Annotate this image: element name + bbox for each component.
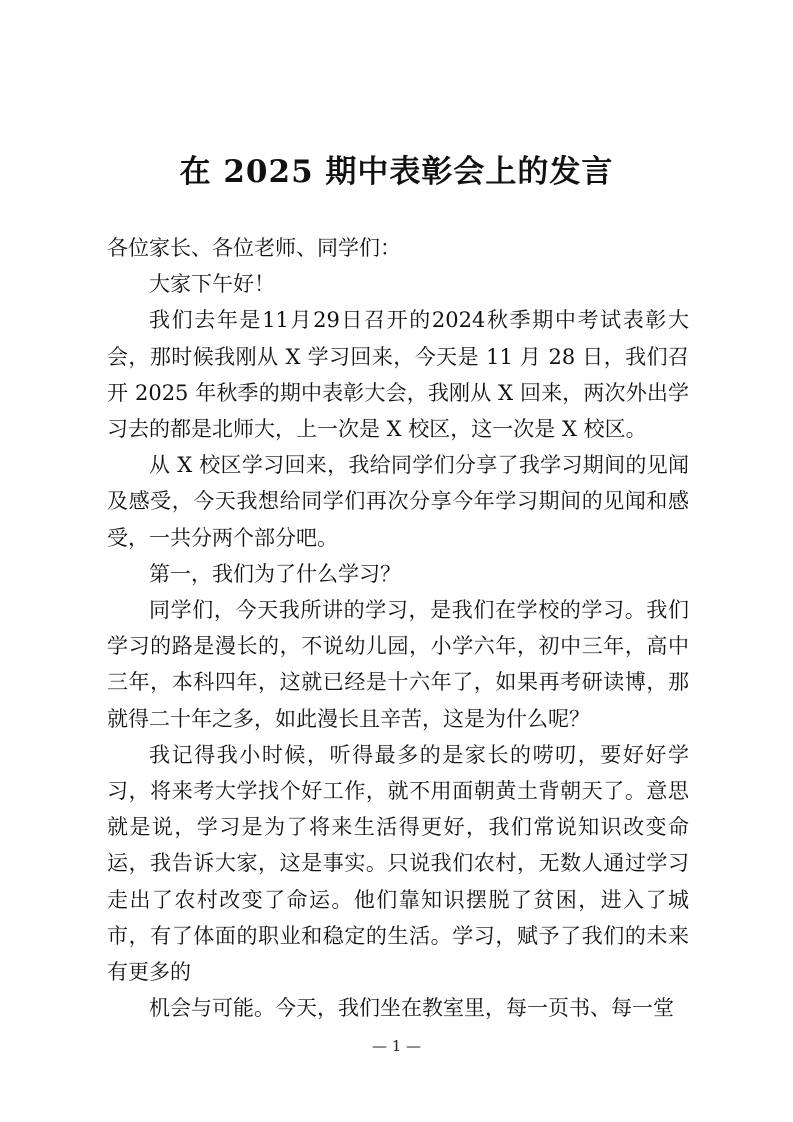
paragraph-greeting: 大家下午好！ <box>149 272 275 297</box>
paragraph-share: 从 X 校区学习回来，我给同学们分享了我学习期间的见闻及感受，今天我想给同学们再次分享今年学习期间的见闻和感受，一共分两个部分吧。 <box>107 453 689 550</box>
paragraph-learning-path: 同学们，今天我所讲的学习，是我们在学校的学习。我们学习的路是漫长的，不说幼儿园，小学六年，初中三年，高中三年，本科四年，这就已经是十六年了，如果再考研读博，那就得二十年之多，如此漫长且辛苦，这是为什么呢？ <box>107 598 689 731</box>
document-body <box>107 230 689 1026</box>
document-title: 在 2025 期中表彰会上的发言 <box>179 154 614 190</box>
paragraph-childhood: 我记得我小时候，听得最多的是家长的唠叨，要好好学习，将来考大学找个好工作，就不用面朝黄土背朝天了。意思就是说，学习是为了将来生活得更好，我们常说知识改变命运，我告诉大家，这是事实。只说我们农村，无数人通过学习走出了农村改变了命运。他们靠知识摆脱了贫困，进入了城市，有了体面的职业和稳定的生活。学习，赋予了我们的未来有更多的 <box>107 742 689 985</box>
salutation: 各位家长、各位老师、同学们： <box>107 236 401 260</box>
paragraph-continued: 机会与可能。今天，我们坐在教室里，每一页书、每一堂 <box>149 996 674 1021</box>
page-number: — 1 — <box>371 1037 422 1055</box>
section-heading-first: 第一，我们为了什么学习？ <box>149 561 401 586</box>
paragraph-intro: 我们去年是11月29日召开的2024秋季期中考试表彰大会，那时候我刚从 X 学习回来，今天是 11 月 28 日，我们召开 2025 年秋季的期中表彰大会，我刚从 X 回来，两次外出学习去的都是北师大，上一次是 X 校区，这一次是 X 校区。 <box>107 308 689 442</box>
